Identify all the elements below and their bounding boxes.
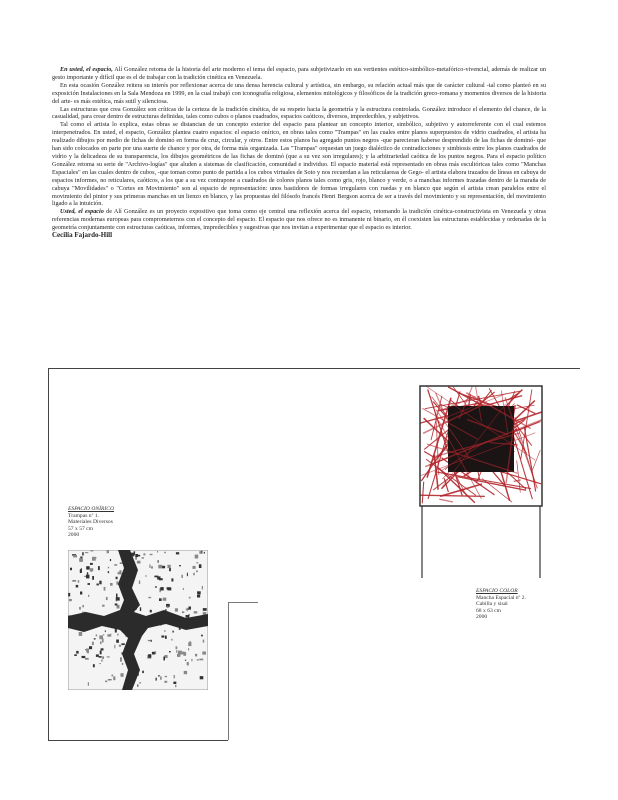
artwork1-speck xyxy=(104,587,106,591)
paragraph-4: Tal como el artista lo explica, estas obras se distancian de un concepto exterior del espacio para plantear un concepto interior, simbólico, subjetivo y autorreferente con el cual estemos interpenetrados. En usted, el espacio, González plantea cuatro espacios: el espacio onírico, en obras tales como "Trampas" en las cuales entre planos superpuestos de vidrio cuadrados, el artista ha realizado dibujos por medio de fichas de dominó en forma de cruz, circular, y otros. Entre estos planos ha agregado puntos negros -que parecieran haberse desprendido de las fichas de dominó- que han sido colocados en parte por una suerte de chance y por otra, de forma más organizada. Las "Trampas" orquestan un juego dialéctico de contradicciones y simbiosis entre los planos cuadrados de vidrio y la delicadeza de su transparencia, los dibujos geométricos de las fichas de dominó (que a su vez son irregulares); y la arbitrariedad caótica de los puntos negros. Para el espacio político González retoma su serie de "Archivo-logías" que aluden a sistemas de clasificación, comunidad e individuo. El espacio material está representado en obras más escultóricas tales como "Manchas Espaciales" en las cuales dentro de cubos, -que toman como punto de partida a los cubos virtuales de Soto y nos recuerdan a las reticulareas de Gego- el artista elabora trazados de líneas en cabuya de espacios informes, no reticulares, caóticos, a los que a su vez contrapone a cuadrados de colores planos tales como gris, rojo, blanco y verde, o a manchas informes trazadas dentro de la maraña de cabuya "Movilidades" o "Cortes en Movimiento" son al espacio de representación: unos bastidores de formas irregulares con ruedas y en blanco que según el artista crean paralelos entre el movimiento del pintor y sus primeras manchas en un lienzo en blanco, y las propuestas del filósofo francés Henri Bergson acerca de ser a través del movimiento y su representación, del movimiento ligado a la intuición. xyxy=(52,121,546,208)
frame-rule-mid xyxy=(228,602,229,740)
artwork1-speck xyxy=(164,681,167,683)
artwork1-speck xyxy=(115,629,117,633)
artwork1-speck xyxy=(142,557,144,559)
artwork1-speck xyxy=(90,550,93,551)
artwork1-speck xyxy=(175,685,176,687)
artwork1-speck xyxy=(156,678,157,681)
artwork1-speck xyxy=(76,651,78,654)
artwork1-title: Trampas nº 1. xyxy=(68,512,99,519)
artwork1-speck xyxy=(79,632,83,636)
artwork1-speck xyxy=(189,607,192,610)
artwork1-speck xyxy=(105,630,106,632)
artwork1-speck xyxy=(151,640,152,642)
artwork1-speck xyxy=(110,583,113,586)
artwork1-speck xyxy=(160,587,163,590)
artwork1-speck xyxy=(151,566,153,568)
artwork1-speck xyxy=(101,660,102,662)
artwork1-speck xyxy=(88,595,89,597)
artwork1-speck xyxy=(142,671,144,673)
essay-text xyxy=(52,66,546,240)
exhibition-title-lead: En usted, el espacio, xyxy=(60,66,113,73)
artwork1-speck xyxy=(116,594,118,598)
artwork1-speck xyxy=(121,673,124,677)
artwork1-speck xyxy=(181,575,183,578)
frame-rule-mid-top xyxy=(228,602,258,603)
artwork1-speck xyxy=(148,640,151,641)
artwork1-speck xyxy=(189,597,191,599)
artwork1-speck xyxy=(103,634,104,635)
artwork1-speck xyxy=(106,597,108,600)
artwork1-speck xyxy=(118,572,122,575)
artwork1-speck xyxy=(97,584,99,586)
artwork1-speck xyxy=(76,585,79,588)
artwork1-speck xyxy=(96,634,97,636)
artwork2-rope xyxy=(482,479,512,503)
artwork1-speck xyxy=(155,586,157,587)
artwork1-speck xyxy=(80,607,81,610)
artwork1-speck xyxy=(193,573,195,576)
artwork1-speck xyxy=(159,578,163,580)
artwork1-speck xyxy=(85,552,88,553)
artwork1-speck xyxy=(199,551,201,554)
artwork1-speck xyxy=(164,552,166,553)
artwork1-year: 2000 xyxy=(68,532,80,539)
artwork1-speck xyxy=(68,593,70,597)
artwork1-speck xyxy=(99,663,101,664)
artwork1-speck xyxy=(203,608,207,611)
artwork1-speck xyxy=(167,606,169,608)
artwork1-speck xyxy=(191,659,192,661)
artwork2-medium: Cabilla y sisal xyxy=(476,601,508,608)
artwork1-speck xyxy=(120,658,122,662)
artwork1-speck xyxy=(197,595,200,598)
artwork1-speck xyxy=(81,568,82,571)
artwork1-speck xyxy=(195,654,197,657)
artwork1-speck xyxy=(80,592,82,595)
artwork1-speck xyxy=(116,597,120,600)
artwork1-speck xyxy=(108,679,111,680)
artwork2-rope xyxy=(420,495,485,496)
artwork1-speck xyxy=(187,662,189,665)
artwork1-speck xyxy=(93,664,95,667)
artwork1-speck xyxy=(88,583,91,585)
paragraph-1: En usted, el espacio, Alí González retoma de la historia del arte moderno el tema del espacio, para subjetivizarlo en sus vertientes estético-simbólico-metafórico-vivencial, además de realizar un gesto importante y difícil que es el de trabajar con la tradición cinética en Venezuela. xyxy=(52,66,546,81)
artwork1-speck xyxy=(157,551,158,553)
artwork1-speck xyxy=(201,635,203,637)
artwork1-speck xyxy=(110,559,111,561)
artwork1-speck xyxy=(102,638,104,642)
artwork1-speck xyxy=(87,652,89,653)
artwork1-speck xyxy=(86,566,90,569)
artwork1-speck xyxy=(199,659,203,661)
artwork2-series: ESPACIO COLOR xyxy=(476,588,518,594)
artwork1-image xyxy=(68,550,208,690)
artwork1-speck xyxy=(203,640,205,643)
artwork1-speck xyxy=(169,568,171,571)
artwork2-caption xyxy=(476,588,526,621)
artwork2-year: 2000 xyxy=(476,614,488,621)
artwork1-speck xyxy=(137,684,138,686)
artwork1-speck xyxy=(148,654,151,658)
artwork1-speck xyxy=(182,611,184,613)
artwork1-speck xyxy=(117,634,118,636)
artwork1-speck xyxy=(165,636,167,639)
artwork1-speck xyxy=(185,660,186,661)
artwork1-speck xyxy=(72,580,76,581)
artwork1-speck xyxy=(161,636,164,638)
artwork1-speck xyxy=(116,577,118,580)
artwork1-speck xyxy=(122,663,124,665)
artwork1-speck xyxy=(154,576,158,578)
artwork1-speck xyxy=(98,566,100,570)
artwork1-speck xyxy=(197,659,199,660)
artwork1-speck xyxy=(90,563,93,565)
artwork1-speck xyxy=(150,610,152,613)
artwork1-speck xyxy=(140,607,141,611)
artwork1-speck xyxy=(84,576,86,577)
artwork1-speck xyxy=(165,609,167,610)
artwork1-speck xyxy=(167,587,171,589)
artwork1-speck xyxy=(102,605,105,607)
artwork1-speck xyxy=(139,682,141,683)
artwork1-speck xyxy=(172,631,173,633)
artwork1-speck xyxy=(148,597,151,598)
artwork1-speck xyxy=(196,562,198,563)
artwork1-speck xyxy=(176,552,179,554)
artwork1-speck xyxy=(202,652,206,655)
artwork1-speck xyxy=(94,638,96,639)
artwork1-speck xyxy=(96,654,99,657)
artwork1-speck xyxy=(119,645,121,647)
artwork1-speck xyxy=(175,608,178,611)
artwork1-speck xyxy=(169,651,171,652)
artwork1-speck xyxy=(179,565,181,566)
artwork1-speck xyxy=(108,567,109,569)
artwork2-title: Mancha Espacial nº 2. xyxy=(476,594,526,601)
artwork1-speck xyxy=(114,564,117,566)
artwork1-speck xyxy=(158,565,162,569)
artwork1-speck xyxy=(113,676,115,680)
artwork1-speck xyxy=(107,550,109,553)
artwork1-speck xyxy=(69,599,72,601)
artwork1-speck xyxy=(204,552,205,554)
artwork1-speck xyxy=(99,581,101,585)
artwork1-speck xyxy=(116,581,118,584)
frame-rule-left xyxy=(48,368,49,740)
artwork1-speck xyxy=(108,571,109,573)
paragraph-3: Las estructuras que crea González son críticas de la certeza de la tradición cinética, de su respeto hacia la geometría y la estructura controlada. González introduce el elemento del chance, de la casualidad, para crear dentro de estructuras definidas, tales como cubos o planos cuadrados, espacios caóticos, diversos, impredecibles, y subjetivos. xyxy=(52,105,546,121)
artwork1-speck xyxy=(143,553,145,555)
artwork1-speck xyxy=(120,562,123,564)
artwork1-speck xyxy=(82,656,86,658)
artwork1-speck xyxy=(171,578,173,581)
frame-rule-bottom xyxy=(48,740,228,741)
artwork1-speck xyxy=(188,648,189,650)
artwork1-speck xyxy=(92,576,94,580)
artwork1-speck xyxy=(82,605,84,607)
artwork1-speck xyxy=(122,643,125,645)
artwork1-caption xyxy=(68,506,114,539)
artwork1-speck xyxy=(163,598,167,601)
artwork1-speck xyxy=(160,676,162,679)
artwork1-speck xyxy=(176,650,177,653)
artwork1-speck xyxy=(135,557,137,560)
artwork1-speck xyxy=(159,598,162,601)
artwork1-speck xyxy=(73,555,77,558)
artwork1-speck xyxy=(150,554,153,555)
artwork1-speck xyxy=(186,615,190,618)
artwork1-series: ESPACIO ONÍRICO xyxy=(68,506,115,512)
artwork1-speck xyxy=(92,642,94,645)
artwork1-speck xyxy=(138,555,140,557)
artwork1-speck xyxy=(194,611,198,613)
artwork1-speck xyxy=(135,554,138,557)
artwork1-speck xyxy=(187,573,188,577)
artwork1-speck xyxy=(164,630,165,632)
paragraph-5: Usted, el espacio de Alí González es un proyecto expositivo que toma como eje central una reflexión acerca del espacio, retomando la tradición cinética-constructivista en Venezuela y otras referencias modernas europeas para comprometernos con el concepto del espacio. El espacio que nos ofrece no es inmanente ni binario, en él coexisten las estructuras establecidas y ordenadas de la geometría conjuntamente con estructuras caóticas, informes, impredecibles y sugestivas que nos invitan a experimentar que el espacio es interior. xyxy=(52,208,546,232)
artwork1-speck xyxy=(196,571,198,573)
artwork1-speck xyxy=(134,551,136,555)
artwork1-speck xyxy=(158,560,159,563)
artwork1-speck xyxy=(93,557,97,558)
artwork1-speck xyxy=(202,586,203,589)
artwork1-speck xyxy=(139,580,140,584)
artwork1-speck xyxy=(174,675,175,678)
artwork1-speck xyxy=(78,580,80,583)
artwork1-speck xyxy=(188,642,191,646)
artwork1-speck xyxy=(88,682,89,686)
artwork1-speck xyxy=(158,675,159,677)
artwork1-speck xyxy=(145,575,146,577)
artwork1-speck xyxy=(82,552,84,555)
artwork1-speck xyxy=(100,641,102,644)
artwork1-speck xyxy=(183,588,184,590)
artwork1-speck xyxy=(200,676,204,679)
artwork1-speck xyxy=(163,657,165,661)
artwork1-speck xyxy=(107,634,110,637)
artwork1-speck xyxy=(105,681,107,683)
artwork1-speck xyxy=(87,572,88,574)
artwork1-medium: Materiales Diversos xyxy=(68,519,113,526)
artwork1-speck xyxy=(193,566,196,569)
artwork1-speck xyxy=(162,566,165,569)
artwork2-rope xyxy=(422,482,423,504)
artwork1-speck xyxy=(70,568,72,571)
artwork1-speck xyxy=(100,651,102,655)
artwork2-rope xyxy=(533,450,541,470)
artwork1-size: 57 x 57 cm xyxy=(68,525,94,532)
artwork1-speck xyxy=(102,656,104,659)
artwork1-speck xyxy=(89,646,92,649)
artwork1-speck xyxy=(137,561,141,564)
artwork1-speck xyxy=(199,564,202,568)
artwork1-speck xyxy=(107,656,110,657)
artwork1-speck xyxy=(195,555,199,559)
artwork1-speck xyxy=(186,609,188,610)
artwork2-image xyxy=(418,384,544,580)
artwork1-speck xyxy=(152,652,155,655)
artwork1-speck xyxy=(79,558,83,562)
artwork1-speck xyxy=(119,570,121,572)
artwork1-speck xyxy=(165,676,168,677)
artwork1-speck xyxy=(176,646,178,649)
artwork1-speck xyxy=(115,604,118,606)
artwork1-speck xyxy=(184,671,187,674)
artwork2-rope xyxy=(514,480,521,482)
author-signature: Cecilia Fajardo-Hill xyxy=(52,231,113,240)
artwork1-speck xyxy=(90,568,93,571)
artwork2-rope xyxy=(439,499,453,502)
artwork1-speck xyxy=(114,645,115,649)
artwork1-speck xyxy=(112,675,114,677)
artwork1-speck xyxy=(101,648,104,650)
artwork1-speck xyxy=(173,682,176,684)
artwork1-speck xyxy=(149,564,150,568)
artwork1-speck xyxy=(167,565,170,568)
artwork1-speck xyxy=(178,651,182,655)
artwork1-speck xyxy=(197,591,201,594)
paragraph-2: En esta ocasión González reitera su interés por reflexionar acerca de una densa herencia cultural y artística, sin embargo, su relación actual más que de carácter cultural -tal como planteó en su exposición Instalaciones en la Sala Mendoza en 1999, en la cual trabajó con iconografía religiosa, elementos mitológicos y filosóficos de la tradición greco-romana y momentos diversos de la historia del arte- es más estética, más sutil y silenciosa. xyxy=(52,81,546,105)
artwork1-speck xyxy=(116,640,119,643)
artwork1-speck xyxy=(182,652,185,655)
artwork1-speck xyxy=(86,649,89,653)
artwork1-speck xyxy=(99,656,102,658)
artwork1-speck xyxy=(171,639,172,641)
artwork1-speck xyxy=(110,634,111,637)
artwork2-size: 68 x 63 cm xyxy=(476,607,502,614)
artwork1-speck xyxy=(74,654,77,656)
artwork1-speck xyxy=(86,575,89,579)
artwork1-speck xyxy=(85,658,89,660)
frame-rule-top xyxy=(48,368,580,369)
